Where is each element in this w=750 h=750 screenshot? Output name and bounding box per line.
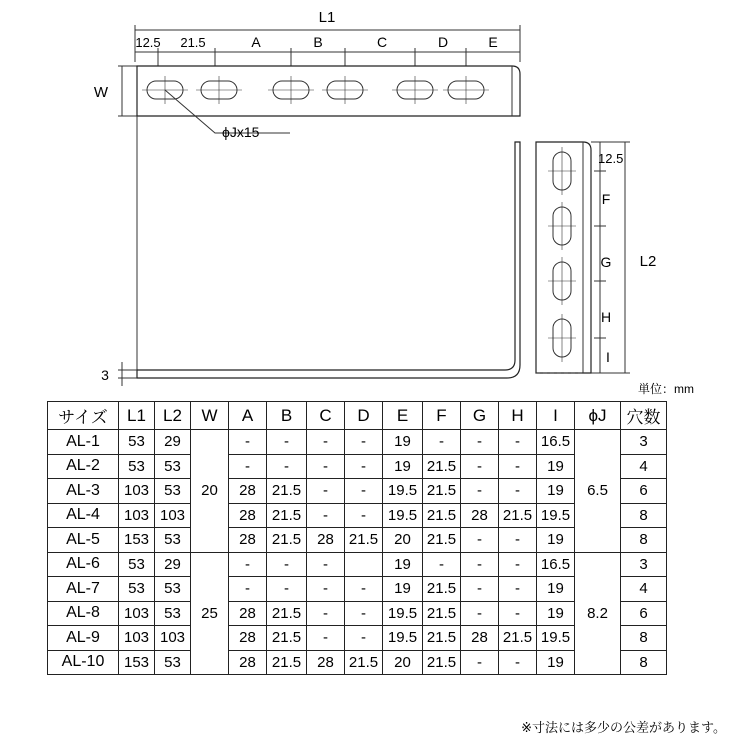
cell-holes: 3 [621,430,667,455]
col-b: B [267,402,307,430]
cell-g: - [461,479,499,504]
cell-size: AL-5 [48,528,119,553]
col-e: E [383,402,423,430]
table-row [48,454,667,479]
cell-size: AL-10 [48,650,119,675]
header-row [48,402,667,430]
cell-d: 21.5 [345,528,383,553]
cell-e: 19 [383,454,423,479]
cell-i: 19.5 [537,503,575,528]
cell-i: 19 [537,479,575,504]
cell-h: - [499,528,537,553]
table-row [48,601,667,626]
cell-i: 19 [537,454,575,479]
cell-g: 28 [461,503,499,528]
cell-b: - [267,430,307,455]
cell-h: - [499,601,537,626]
w-label: W [93,84,109,101]
cell-l2: 53 [155,528,191,553]
dim-c: C [376,34,388,50]
cell-l1: 53 [119,454,155,479]
col-a: A [229,402,267,430]
cell-l2: 29 [155,430,191,455]
cell-h: - [499,650,537,675]
cell-f: 21.5 [423,577,461,602]
col-size: サイズ [48,402,119,430]
cell-holes: 4 [621,454,667,479]
cell-h: - [499,454,537,479]
dim-21-5-top: 21.5 [180,35,206,50]
cell-a: 28 [229,601,267,626]
cell-holes: 4 [621,577,667,602]
cell-c: - [307,430,345,455]
cell-f: - [423,430,461,455]
cell-h: - [499,479,537,504]
cell-e: 19.5 [383,601,423,626]
cell-a: 28 [229,626,267,651]
table-row [48,626,667,651]
cell-size: AL-8 [48,601,119,626]
table-row [48,528,667,553]
dim-12-5-top: 12.5 [135,35,161,50]
cell-a: - [229,454,267,479]
cell-l2: 29 [155,552,191,577]
cell-w: 25 [191,552,229,675]
cell-b: 21.5 [267,479,307,504]
cell-g: - [461,528,499,553]
cell-h: - [499,552,537,577]
cell-a: - [229,430,267,455]
cell-d [345,552,383,577]
dim-f: F [601,191,611,207]
dim-i: I [606,349,610,365]
cell-a: - [229,552,267,577]
cell-f: 21.5 [423,479,461,504]
cell-f: 21.5 [423,503,461,528]
cell-b: 21.5 [267,601,307,626]
cell-l1: 153 [119,650,155,675]
col-i: I [537,402,575,430]
cell-f: 21.5 [423,528,461,553]
col-f: F [423,402,461,430]
col-h: H [499,402,537,430]
dim-e: E [488,34,498,50]
cell-g: 28 [461,626,499,651]
cell-e: 20 [383,650,423,675]
cell-size: AL-3 [48,479,119,504]
cell-g: - [461,650,499,675]
cell-g: - [461,601,499,626]
cell-h: 21.5 [499,626,537,651]
cell-l2: 103 [155,503,191,528]
col-l2: L2 [155,402,191,430]
dim-b: B [313,34,323,50]
cell-g: - [461,552,499,577]
cell-l1: 53 [119,577,155,602]
cell-f: 21.5 [423,601,461,626]
cell-holes: 8 [621,528,667,553]
cell-f: - [423,552,461,577]
dim-h: H [600,309,612,325]
cell-size: AL-6 [48,552,119,577]
table-row [48,650,667,675]
col-holes: 穴数 [621,402,667,430]
cell-f: 21.5 [423,626,461,651]
table-row [48,430,667,455]
cell-holes: 3 [621,552,667,577]
hole-label: ϕJx15 [222,124,260,140]
cell-d: - [345,601,383,626]
cell-b: - [267,577,307,602]
cell-d: - [345,577,383,602]
cell-g: - [461,577,499,602]
spec-table [47,401,667,675]
cell-c: - [307,577,345,602]
cell-size: AL-2 [48,454,119,479]
dim-g: G [600,254,612,270]
cell-i: 19.5 [537,626,575,651]
cell-b: 21.5 [267,503,307,528]
cell-a: 28 [229,650,267,675]
table-row [48,577,667,602]
cell-c: 28 [307,528,345,553]
cell-holes: 8 [621,650,667,675]
cell-holes: 6 [621,601,667,626]
table-row [48,503,667,528]
cell-size: AL-7 [48,577,119,602]
cell-l2: 53 [155,479,191,504]
cell-l1: 53 [119,552,155,577]
dim-a: A [251,34,261,50]
cell-i: 16.5 [537,430,575,455]
cell-d: 21.5 [345,650,383,675]
cell-e: 20 [383,528,423,553]
col-w: W [191,402,229,430]
cell-f: 21.5 [423,454,461,479]
cell-l1: 153 [119,528,155,553]
cell-e: 19.5 [383,626,423,651]
cell-size: AL-9 [48,626,119,651]
cell-h: - [499,430,537,455]
dim-d: D [437,34,449,50]
cell-size: AL-1 [48,430,119,455]
cell-i: 19 [537,577,575,602]
cell-j: 6.5 [575,430,621,553]
cell-d: - [345,454,383,479]
cell-d: - [345,503,383,528]
col-j: ϕJ [575,402,621,430]
tolerance-note: ※寸法には多少の公差があります。 [521,720,726,735]
cell-b: 21.5 [267,650,307,675]
cell-i: 19 [537,601,575,626]
cell-holes: 6 [621,479,667,504]
col-d: D [345,402,383,430]
cell-e: 19 [383,577,423,602]
l2-label: L2 [639,253,657,270]
col-g: G [461,402,499,430]
cell-a: - [229,577,267,602]
l1-label: L1 [318,9,336,26]
dim-12-5-side: 12.5 [598,151,624,166]
cell-b: 21.5 [267,626,307,651]
cell-l2: 53 [155,454,191,479]
cell-l2: 53 [155,601,191,626]
cell-c: - [307,503,345,528]
cell-l1: 103 [119,601,155,626]
cell-size: AL-4 [48,503,119,528]
cell-c: - [307,626,345,651]
cell-d: - [345,626,383,651]
cell-c: - [307,601,345,626]
thickness-label: 3 [101,367,109,383]
cell-c: - [307,479,345,504]
cell-i: 19 [537,528,575,553]
cell-e: 19.5 [383,503,423,528]
cell-l2: 103 [155,626,191,651]
cell-w: 20 [191,430,229,553]
cell-g: - [461,430,499,455]
cell-holes: 8 [621,626,667,651]
cell-d: - [345,479,383,504]
cell-h: - [499,577,537,602]
cell-d: - [345,430,383,455]
cell-l1: 53 [119,430,155,455]
cell-c: 28 [307,650,345,675]
cell-g: - [461,454,499,479]
cell-l2: 53 [155,650,191,675]
cell-e: 19 [383,552,423,577]
cell-i: 19 [537,650,575,675]
table-row [48,552,667,577]
cell-c: - [307,552,345,577]
cell-f: 21.5 [423,650,461,675]
cell-b: - [267,552,307,577]
cell-holes: 8 [621,503,667,528]
cell-b: - [267,454,307,479]
cell-h: 21.5 [499,503,537,528]
cell-c: - [307,454,345,479]
cell-e: 19 [383,430,423,455]
cell-e: 19.5 [383,479,423,504]
cell-j: 8.2 [575,552,621,675]
cell-a: 28 [229,503,267,528]
col-c: C [307,402,345,430]
cell-l1: 103 [119,626,155,651]
cell-i: 16.5 [537,552,575,577]
col-l1: L1 [119,402,155,430]
cell-l2: 53 [155,577,191,602]
cell-l1: 103 [119,479,155,504]
table-row [48,479,667,504]
unit-label: 単位：mm [638,382,694,396]
cell-l1: 103 [119,503,155,528]
cell-a: 28 [229,528,267,553]
cell-a: 28 [229,479,267,504]
cell-b: 21.5 [267,528,307,553]
